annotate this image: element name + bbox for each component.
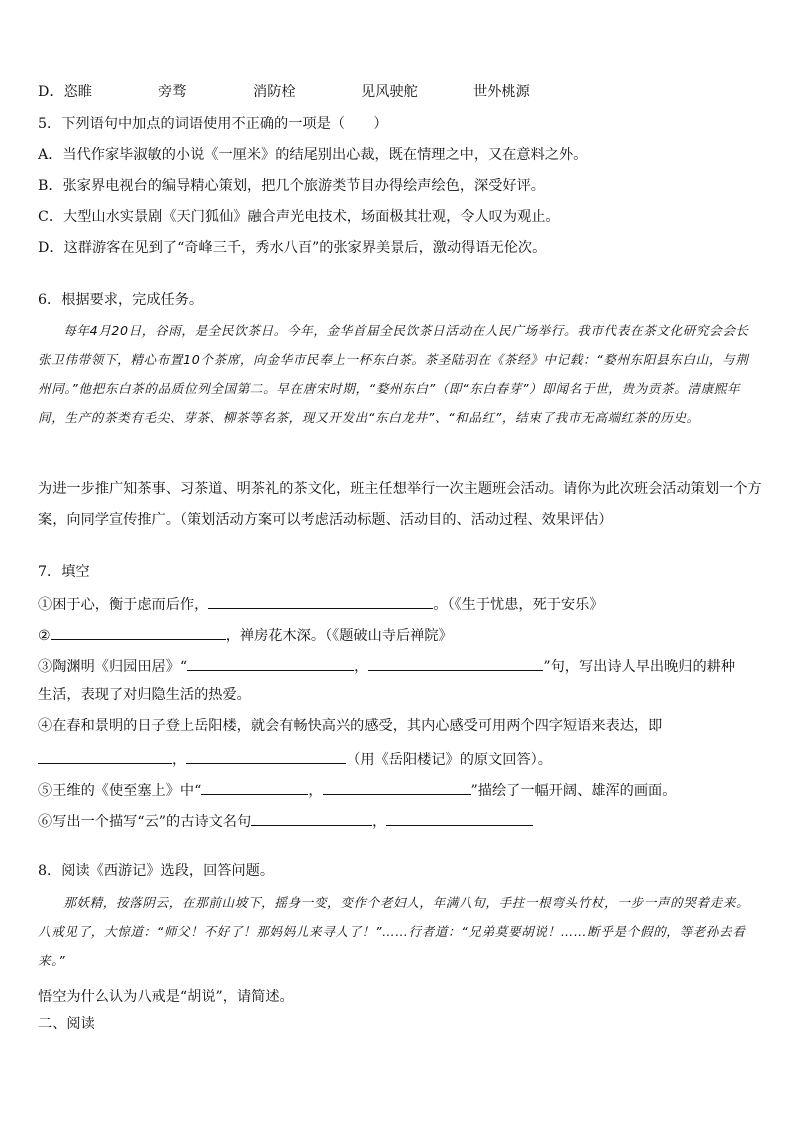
q5-option-b: B．张家界电视台的编导精心策划，把几个旅游类节目办得绘声绘色，深受好评。 bbox=[38, 178, 545, 194]
answer-blank[interactable] bbox=[323, 778, 471, 795]
answer-blank[interactable] bbox=[51, 623, 226, 640]
comma: ， bbox=[172, 752, 187, 768]
q6-task-line1: 为进一步推广知茶事、习茶道、明茶礼的茶文化，班主任想举行一次主题班会活动。请你为此次班会活动策划一个方 bbox=[38, 481, 762, 497]
q7-item1-source: 。（《生于忧患，死于安乐》 bbox=[433, 597, 604, 613]
q7-item2 bbox=[38, 623, 453, 646]
q4-option-d bbox=[38, 82, 530, 102]
option-d-label-word1 bbox=[38, 82, 158, 102]
q6-stem: 6．根据要求，完成任务。 bbox=[38, 292, 204, 308]
answer-blank[interactable] bbox=[186, 747, 346, 764]
q7-item3-cont: 生活，表现了对归隐生活的热爱。 bbox=[38, 687, 251, 703]
section-heading: 二、阅读 bbox=[38, 1016, 95, 1032]
q7-item1-text: ①困于心，衡于虑而后作， bbox=[38, 597, 209, 613]
q7-item3-text-end: ”句，写出诗人早出晚归的耕种 bbox=[543, 659, 736, 675]
comma: ， bbox=[308, 783, 323, 799]
answer-blank[interactable] bbox=[386, 809, 533, 826]
q7-item4-text-end: （用《岳阳楼记》的原文回答）。 bbox=[346, 752, 552, 768]
q7-item3-text: ③陶渊明《归园田居》“ bbox=[38, 659, 188, 675]
option-word: 旁骛 bbox=[158, 84, 187, 100]
comma: ， bbox=[372, 814, 387, 830]
q6-task-line2: 案，向同学宣传推广。（策划活动方案可以考虑活动标题、活动目的、活动过程、效果评估） bbox=[38, 512, 613, 528]
q8-passage-text: 那妖精，按落阴云，在那前山坡下，摇身一变，变作个老妇人，年满八旬，手拄一根弯头竹杖，一步一声的哭着走来。八戒见了，大惊道：“师父！不好了！那妈妈儿来寻人了！”……行者道：“兄弟莫要胡说！……断乎是个假的，等老孙去看来。” bbox=[38, 895, 750, 968]
option-word: 恣睢 bbox=[63, 84, 92, 100]
q8-passage bbox=[38, 888, 758, 975]
q7-item6 bbox=[38, 809, 533, 832]
q7-item2-num: ② bbox=[38, 628, 51, 644]
q7-item5-text-end: ”描绘了一幅开阔、雄浑的画面。 bbox=[470, 783, 677, 799]
q7-item4: ④在春和景明的日子登上岳阳楼，就会有畅快高兴的感受，其内心感受可用两个四字短语来表达，即 bbox=[38, 718, 663, 734]
q5-option-d: D．这群游客在见到了“奇峰三千，秀水八百”的张家界美景后，激动得语无伦次。 bbox=[38, 240, 547, 256]
option-word: 消防栓 bbox=[253, 84, 296, 100]
q7-item5 bbox=[38, 778, 676, 801]
option-word: 见风驶舵 bbox=[361, 84, 418, 100]
q7-stem: 7．填空 bbox=[38, 564, 90, 580]
q5-stem: 5．下列语句中加点的词语使用不正确的一项是（ ） bbox=[38, 116, 388, 132]
answer-blank[interactable] bbox=[368, 654, 543, 671]
comma: ， bbox=[354, 659, 369, 675]
q7-item4-answers bbox=[38, 747, 552, 770]
q7-item2-text: ，禅房花木深。（《题破山寺后禅院》 bbox=[225, 628, 453, 644]
q5-option-a: A．当代作家毕淑敏的小说《一厘米》的结尾别出心裁，既在情理之中，又在意料之外。 bbox=[38, 147, 588, 163]
q6-passage bbox=[38, 316, 758, 432]
q6-passage-text: 每年4月20日，谷雨，是全民饮茶日。今年，金华首届全民饮茶日活动在人民广场举行。我市代表在茶文化研究会会长张卫伟带领下，精心布置10个茶席，向金华市民奉上一杯东白茶。茶圣陆羽在《茶经》中记载：“婺州东阳县东白山，与荆州同。”他把东白茶的品质位列全国第二。早在唐宋时期，“婺州东白”（即“东白春芽”）即闻名于世，贵为贡茶。清康熙年间，生产的茶类有毛尖、芽茶、柳茶等名茶，现又开发出“东白龙井”、“和品红”，结束了我市无高端红茶的历史。 bbox=[38, 323, 749, 425]
q5-option-c: C．大型山水实景剧《天门狐仙》融合声光电技术，场面极其壮观，令人叹为观止。 bbox=[38, 209, 560, 225]
option-label: D． bbox=[38, 84, 64, 100]
answer-blank[interactable] bbox=[201, 778, 308, 795]
q7-item1 bbox=[38, 592, 604, 615]
q7-item3 bbox=[38, 654, 735, 677]
answer-blank[interactable] bbox=[187, 654, 354, 671]
q8-stem: 8．阅读《西游记》选段，回答问题。 bbox=[38, 863, 275, 879]
q7-item5-text: ⑤王维的《使至塞上》中“ bbox=[38, 783, 202, 799]
answer-blank[interactable] bbox=[208, 592, 433, 609]
q8-question: 悟空为什么认为八戒是“胡说”，请简述。 bbox=[38, 989, 294, 1005]
option-word: 世外桃源 bbox=[473, 84, 530, 100]
answer-blank[interactable] bbox=[251, 809, 372, 826]
answer-blank[interactable] bbox=[38, 747, 172, 764]
q7-item6-text: ⑥写出一个描写“云”的古诗文名句 bbox=[38, 814, 252, 830]
